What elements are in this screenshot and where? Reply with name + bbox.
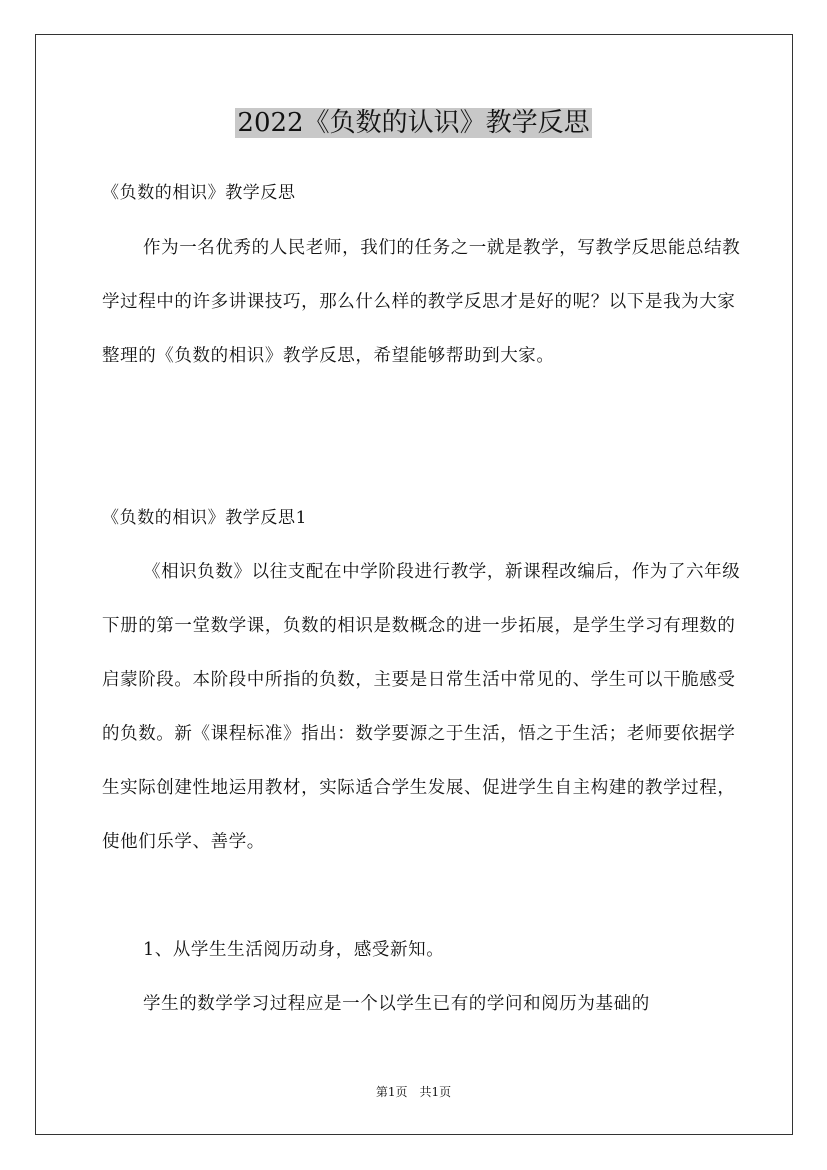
section1-heading: 《负数的相识》教学反思1 [102,508,308,528]
document-title [0,104,827,142]
document-title-text: 2022《负数的认识》教学反思 [237,108,590,138]
intro-paragraph: 作为一名优秀的人民老师，我们的任务之一就是教学，写教学反思能总结教学过程中的许多讲课技巧，那么什么样的教学反思才是好的呢？以下是我为大家整理的《负数的相识》教学反思，希望能够帮助到大家。 [102,238,741,366]
section1-paragraph-1: 《相识负数》以往支配在中学阶段进行教学，新课程改编后，作为了六年级下册的第一堂数学课，负数的相识是数概念的进一步拓展，是学生学习有理数的启蒙阶段。本阶段中所指的负数，主要是日常生活中常见的、学生可以干脆感受的负数。新《课程标准》指出：数学要源之于生活，悟之于生活；老师要依据学生实际创建性地运用教材，实际适合学生发展、促进学生自主构建的教学过程，使他们乐学、善学。 [102,562,741,852]
page-footer: 第1页 共1页 [375,1085,452,1099]
section1-point-1: 1、从学生生活阅历动身，感受新知。 [143,940,445,960]
section1-paragraph-2: 学生的数学学习过程应是一个以学生已有的学问和阅历为基础的 [143,994,650,1014]
document-subtitle: 《负数的相识》教学反思 [102,183,296,203]
